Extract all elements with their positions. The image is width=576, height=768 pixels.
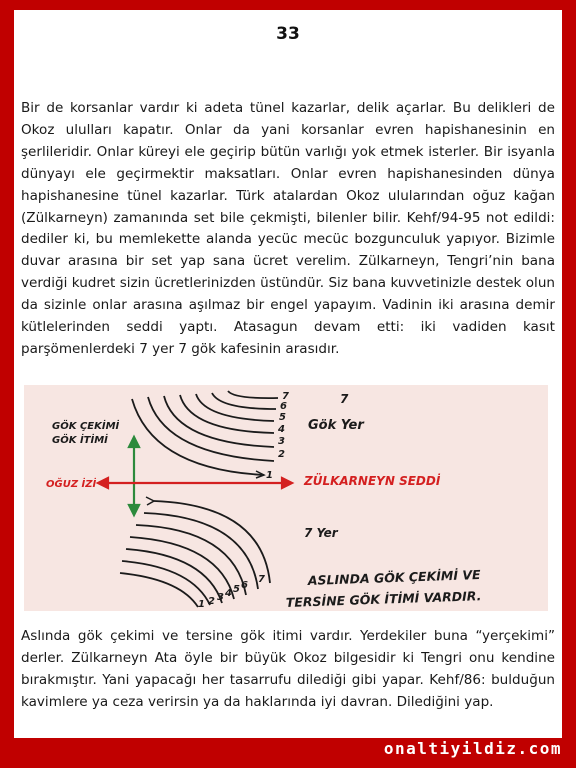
upper-arc-2	[148, 397, 274, 461]
arc-arrows	[146, 471, 264, 505]
upper-numbers	[266, 391, 289, 481]
upper-num-5: 5	[279, 412, 286, 423]
lower-num-1: 1	[198, 599, 205, 610]
site-watermark: onaltiyildiz.com	[383, 739, 562, 758]
upper-arc-4	[180, 395, 274, 433]
upper-num-2: 2	[278, 449, 285, 460]
lower-num-5: 5	[233, 584, 240, 595]
label-top-seven: 7	[340, 392, 349, 406]
label-zulkarneyn-seddi: ZÜLKARNEYN SEDDİ	[304, 474, 441, 488]
page	[14, 10, 562, 738]
page-number: 33	[276, 24, 300, 44]
label-gok-itimi: GÖK İTİMİ	[52, 435, 108, 446]
upper-arc-1	[132, 399, 264, 475]
lower-num-6: 6	[241, 580, 248, 591]
lower-arcs	[120, 501, 270, 607]
paragraph-1: Bir de korsanlar vardır ki adeta tünel kazarlar, delik açarlar. Bu delikleri de Okoz ululları kapatır. Onlar da yani korsanlar evren hapishanesinin en şerlileridir. Onlar küreyi ele geçirip bütün varlığı yok etmek isterler. Bir isyanla dünyayı ele geçirmektir maksatları. Onlar evren hapishanesinden dünya hapishanesine tünel kazarlar. Türk atalardan Okoz ulularından oğuz kağan (Zülkarneyn) zamanında set bile çekmişti, bilenler bilir. Kehf/94-95 not edildi: dediler ki, bu memlekette alanda yecüc mecüc bozgunculuk yapıyor. Bizimle duvar arasına bir set yap sana ücret verelim. Zülkarneyn, Tengri’nin bana verdiği kudret sizin ücretlerinizden üstündür. Siz bana kuvvetinizle destek olun da sizinle onlar arasına aşılmaz bir engel yapayım. Vadinin iki arasına demir kütlelerinden seddi yaptı. Atasagun devam etti: iki vadiden kasıt parşömenlerdeki 7 yer 7 gök kafesinin arasıdır.	[21, 100, 555, 357]
upper-arc-7	[228, 391, 278, 398]
label-gok-cekimi: GÖK ÇEKİMİ	[52, 421, 120, 432]
lower-arc-4	[130, 537, 234, 599]
upper-arc-3	[164, 396, 274, 447]
upper-arcs	[132, 391, 278, 475]
label-yer: 7 Yer	[304, 526, 338, 540]
upper-arc-6	[212, 393, 276, 409]
lower-num-4: 4	[225, 588, 232, 599]
diagram-figure	[24, 385, 548, 611]
upper-num-7: 7	[282, 391, 289, 402]
lower-num-3: 3	[217, 592, 224, 603]
vertical-arrow-up-head	[129, 437, 139, 447]
upper-num-4: 4	[278, 424, 285, 435]
diagram-svg	[24, 385, 548, 611]
upper-num-3: 3	[278, 436, 285, 447]
label-bottom-line-2: TERSİNE GÖK İTİMİ VARDIR.	[285, 588, 482, 610]
vertical-arrow-down-head	[129, 505, 139, 515]
lower-arc-arrow	[146, 497, 154, 505]
label-oguz-izi: OĞUZ İZİ	[46, 479, 97, 490]
horizontal-seddi-line	[98, 478, 292, 488]
upper-num-1: 1	[266, 470, 273, 481]
label-gok-yer: Gök Yer	[308, 418, 364, 433]
vertical-double-arrow	[129, 437, 139, 515]
lower-num-2: 2	[208, 596, 215, 607]
label-bottom-line-1: ASLINDA GÖK ÇEKİMİ VE	[307, 566, 481, 588]
paragraph-2: Aslında gök çekimi ve tersine gök itimi vardır. Yerdekiler buna “yerçekimi” derler. Zülkarneyn Ata öyle bir büyük Okoz bilgesidir ki Tengri onu kendine bırakmıştır. Yani yapacağı her tasarrufu dilediği gibi yapar. Kehf/86: bulduğun kavimlere ya ceza verirsin ya da haklarında iyi davran. Dilediğini yap.	[21, 628, 555, 710]
lower-num-7: 7	[258, 574, 265, 585]
upper-num-6: 6	[280, 401, 287, 412]
horizontal-arrow-left-head	[98, 478, 108, 488]
horizontal-arrow-right-head	[282, 478, 292, 488]
